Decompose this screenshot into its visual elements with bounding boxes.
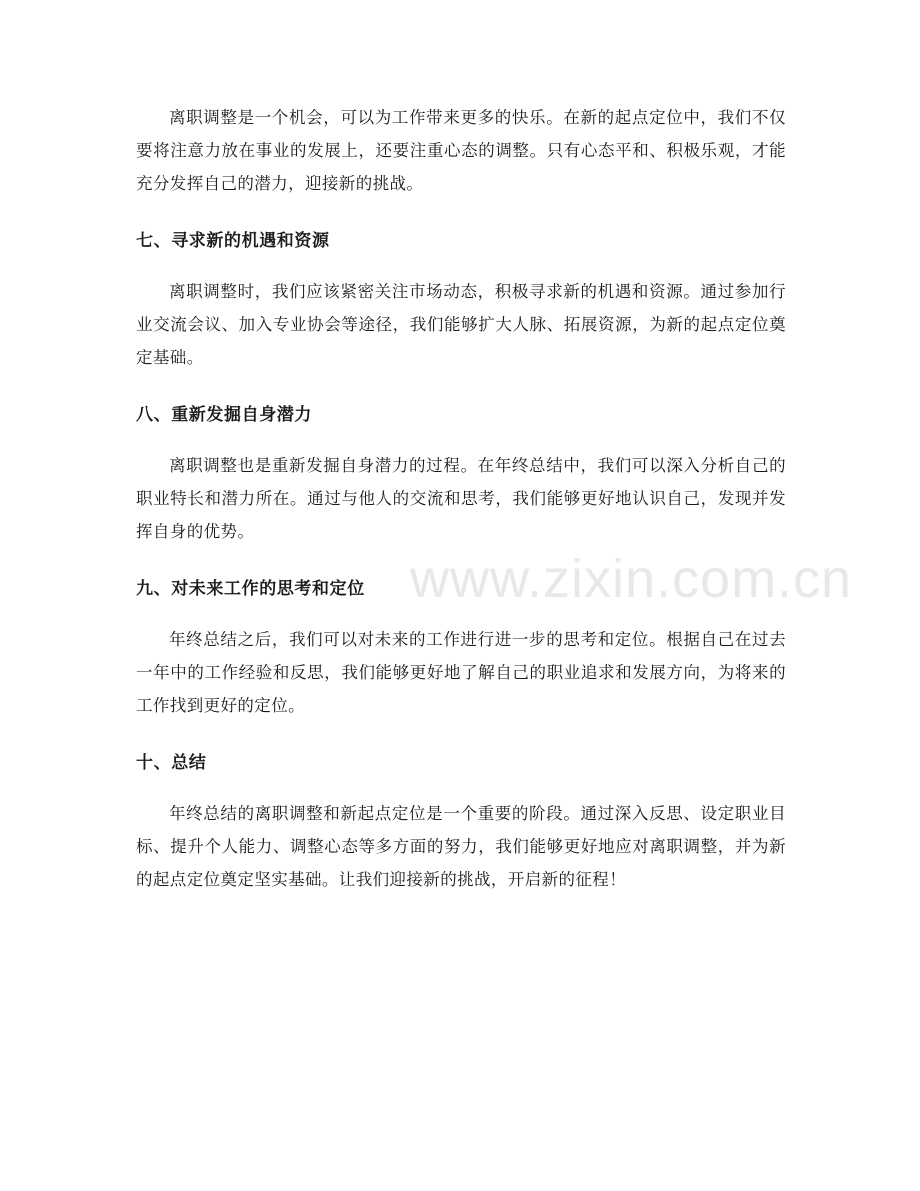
section-paragraph: 年终总结之后，我们可以对未来的工作进行进一步的思考和定位。根据自己在过去一年中的工作经验和反思，我们能够更好地了解自己的职业追求和发展方向，为将来的工作找到更好的定位。 [136,630,786,715]
section-10 [136,751,786,896]
section-7 [136,229,786,374]
section-heading: 九、对未来工作的思考和定位 [136,579,365,599]
section-paragraph: 年终总结的离职调整和新起点定位是一个重要的阶段。通过深入反思、设定职业目标、提升个人能力、调整心态等多方面的努力，我们能够更好地应对离职调整，并为新的起点定位奠定坚实基础。让我们迎接新的挑战，开启新的征程！ [136,804,786,889]
section-paragraph: 离职调整时，我们应该紧密关注市场动态，积极寻求新的机遇和资源。通过参加行业交流会议、加入专业协会等途径，我们能够扩大人脉、拓展资源，为新的起点定位奠定基础。 [136,282,786,367]
section-heading: 十、总结 [136,753,207,773]
section-9 [136,577,786,722]
document-body [136,101,786,896]
section-heading: 八、重新发掘自身潜力 [136,405,312,425]
section-paragraph: 离职调整也是重新发掘自身潜力的过程。在年终总结中，我们可以深入分析自己的职业特长和潜力所在。通过与他人的交流和思考，我们能够更好地认识自己，发现并发挥自身的优势。 [136,456,786,541]
intro-paragraph: 离职调整是一个机会，可以为工作带来更多的快乐。在新的起点定位中，我们不仅要将注意力放在事业的发展上，还要注重心态的调整。只有心态平和、积极乐观，才能充分发挥自己的潜力，迎接新的挑战。 [136,108,786,193]
section-8 [136,403,786,548]
watermark: www.zixin.com.cn [410,549,853,609]
section-heading: 七、寻求新的机遇和资源 [136,231,330,251]
